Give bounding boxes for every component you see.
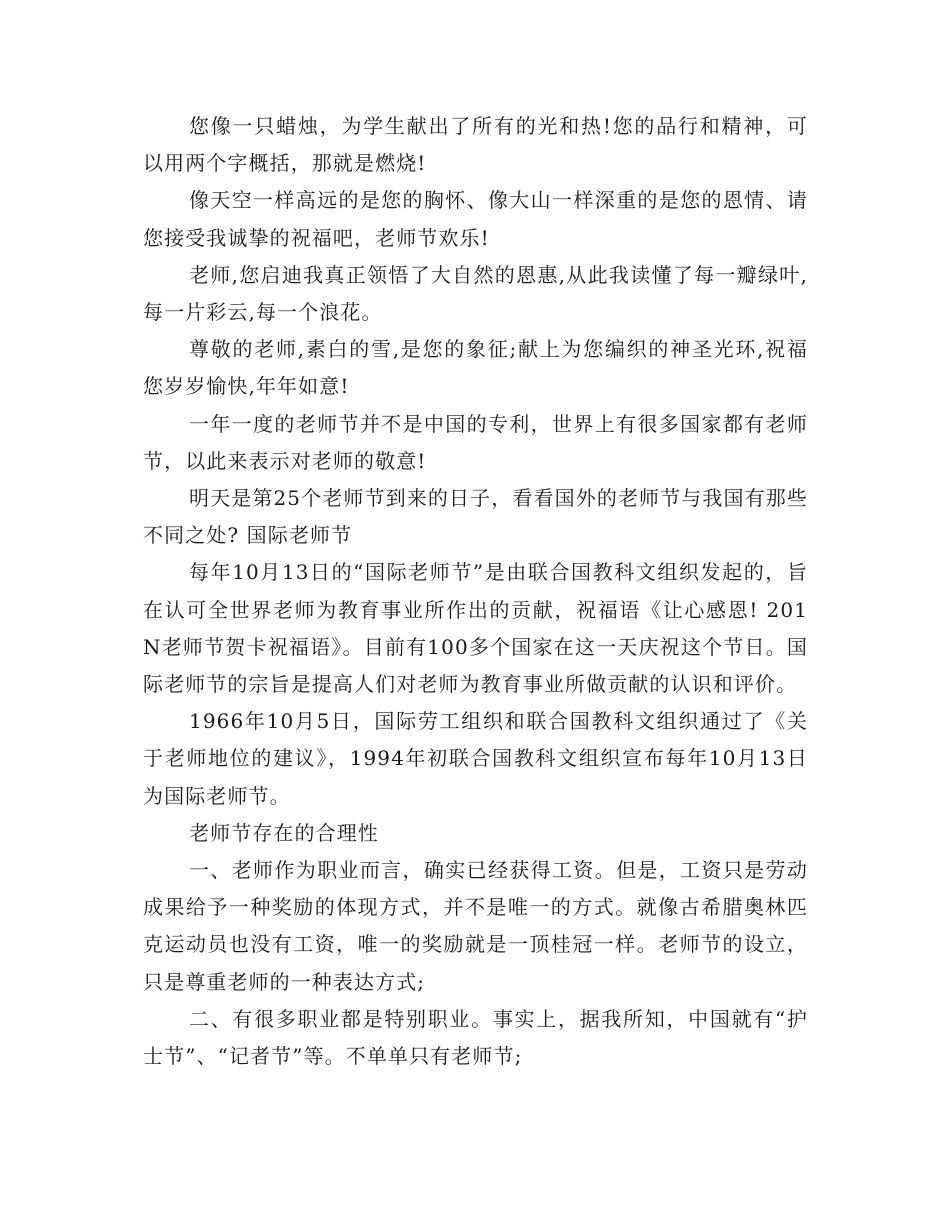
document-body (143, 108, 808, 1075)
paragraph-snow: 尊敬的老师,素白的雪,是您的象征;献上为您编织的神圣光环,祝福您岁岁愉快,年年如意! (143, 337, 808, 399)
section-heading-rationale: 老师节存在的合理性 (189, 820, 379, 845)
paragraph-point-one: 一、老师作为职业而言，确实已经获得工资。但是，工资只是劳动成果给予一种奖励的体现方式，并不是唯一的方式。就像古希腊奥林匹克运动员也没有工资，唯一的奖励就是一顶桂冠一样。老师节的设立，只是尊重老师的一种表达方式; (143, 858, 808, 994)
paragraph-nature: 老师,您启迪我真正领悟了大自然的恩惠,从此我读懂了每一瓣绿叶,每一片彩云,每一个浪花。 (143, 262, 808, 325)
paragraph-october-13: 每年10月13日的“国际老师节”是由联合国教科文组织发起的，旨在认可全世界老师为教育事业所作出的贡献，祝福语《让心感恩! 201N老师节贺卡祝福语》。目前有100多个国家在这一天庆祝这个节日。国际老师节的宗旨是提高人们对老师为教育事业所做贡献的认识和评价。 (143, 560, 808, 697)
paragraph-point-two: 二、有很多职业都是特别职业。事实上，据我所知，中国就有“护士节”、“记者节”等。不单单只有老师节; (143, 1006, 808, 1069)
paragraph-annual: 一年一度的老师节并不是中国的专利，世界上有很多国家都有老师节，以此来表示对老师的敬意! (143, 411, 808, 473)
paragraph-tomorrow: 明天是第25个老师节到来的日子，看看国外的老师节与我国有那些不同之处? 国际老师节 (143, 486, 808, 548)
paragraph-sky: 像天空一样高远的是您的胸怀、像大山一样深重的是您的恩情、请您接受我诚挚的祝福吧，老师节欢乐! (143, 188, 808, 250)
paragraph-candle: 您像一只蜡烛，为学生献出了所有的光和热!您的品行和精神，可以用两个字概括，那就是燃烧! (143, 114, 808, 176)
paragraph-1966: 1966年10月5日，国际劳工组织和联合国教科文组织通过了《关于老师地位的建议》，1994年初联合国教科文组织宣布每年10月13日为国际老师节。 (143, 709, 808, 808)
